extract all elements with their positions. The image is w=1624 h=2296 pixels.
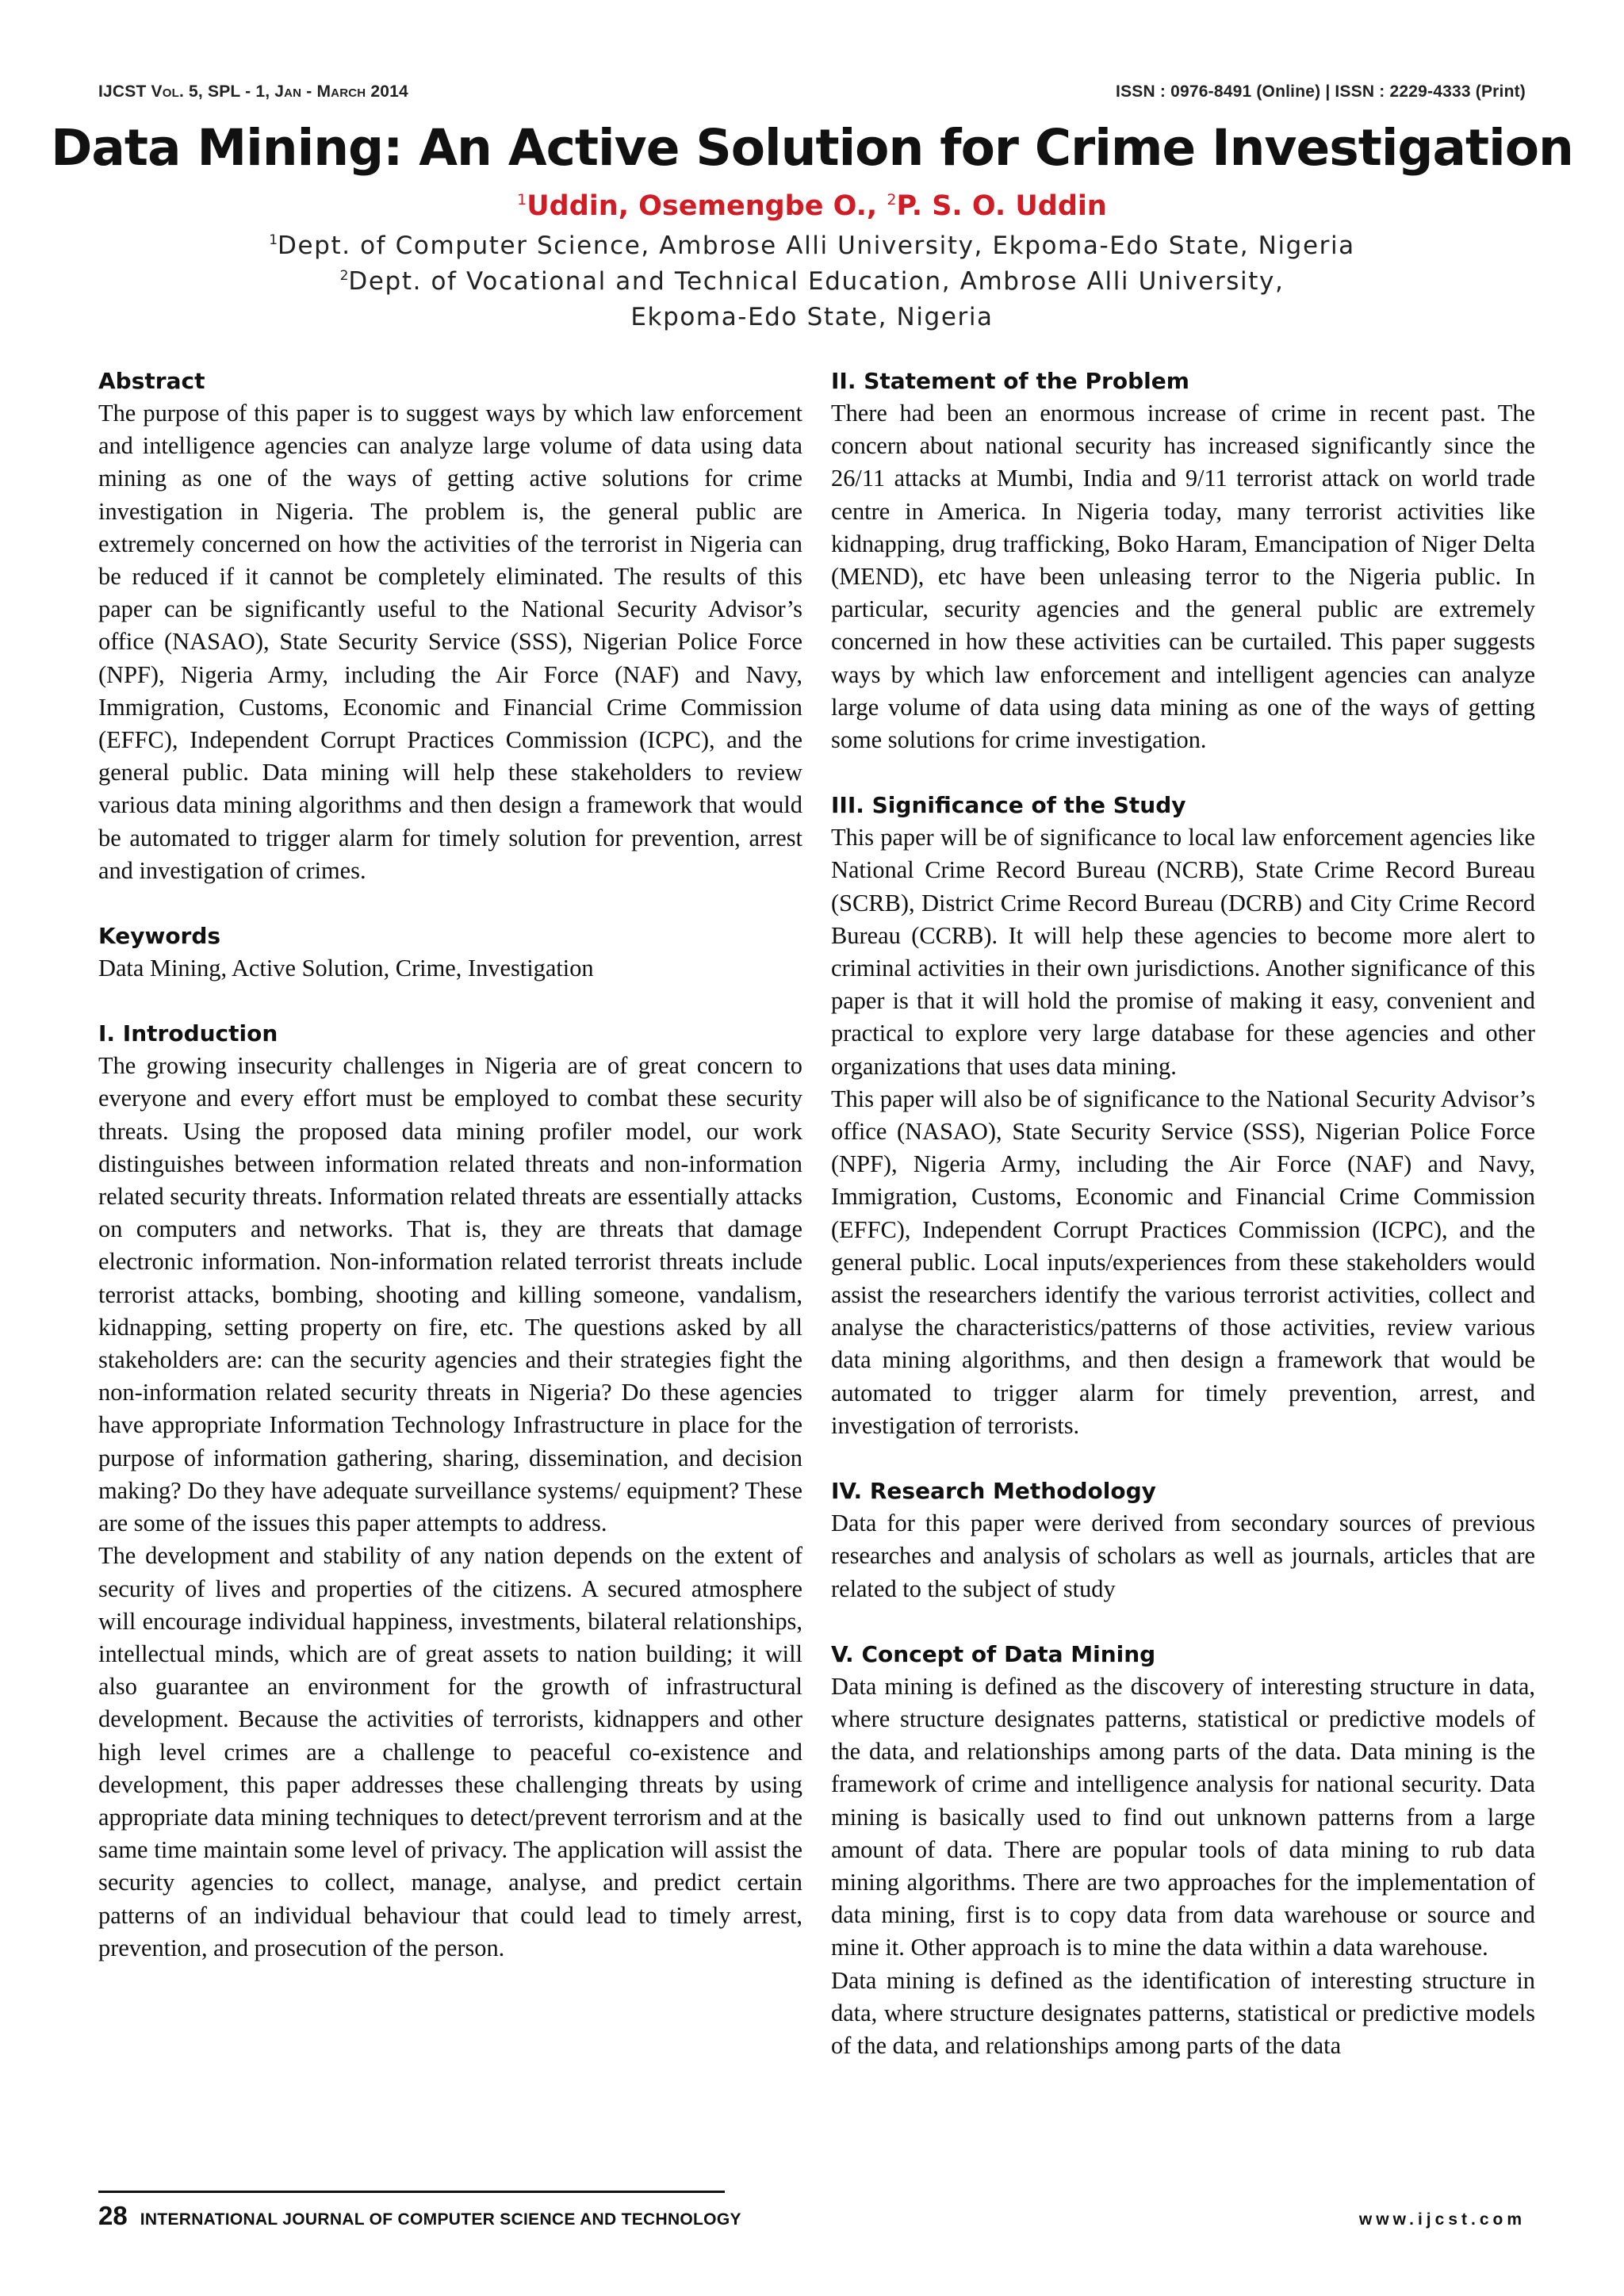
section-spacer: [98, 887, 802, 920]
concept-section: [831, 1638, 1535, 2062]
statement-text: There had been an enormous increase of crime in recent past. The concern about national security has increased significantly since the 26/11 attacks at Mumbi, India and 9/11 terrorist attack on world trade centre in America. In Nigeria today, many terrorist activities like kidnapping, drug trafficking, Boko Haram, Emancipation of Niger Delta (MEND), etc have been unleasing terror to the Nigeria public. In particular, security agencies and the general public are extremely concerned in how these activities can be curtailed. This paper suggests ways by which law enforcement and intelligent agencies can analyze large volume of data using data mining as one of the ways of getting some solutions for crime investigation.: [831, 400, 1535, 754]
journal-website: www.ijcst.com: [1358, 2210, 1526, 2229]
keywords-text: Data Mining, Active Solution, Crime, Investigation: [98, 955, 594, 982]
methodology-text: Data for this paper were derived from secondary sources of previous researches and analysis of scholars as well as journals, articles that are related to the subject of study: [831, 1510, 1535, 1602]
methodology-heading: IV. Research Methodology: [831, 1478, 1156, 1505]
abstract-heading: Abstract: [98, 368, 205, 394]
right-column: [831, 365, 1535, 2062]
affiliation-2-continued-text: Ekpoma-Edo State, Nigeria: [630, 303, 994, 331]
author-list: [0, 190, 1624, 222]
left-column: [98, 365, 802, 1965]
statement-section: [831, 365, 1535, 756]
affiliation-2-text: Dept. of Vocational and Technical Education, Ambrose Alli University,: [348, 267, 1285, 296]
author-2-name: P. S. O. Uddin: [896, 190, 1107, 222]
keywords-section: [98, 920, 802, 985]
concept-paragraph-2: Data mining is defined as the identification of interesting structure in data, where structure designates patterns, statistical or predictive models of the data, and relationships among parts of the data: [831, 1966, 1535, 2059]
abstract-section: [98, 365, 802, 887]
concept-heading: V. Concept of Data Mining: [831, 1640, 1156, 1667]
affiliation-2-mark: 2: [339, 268, 349, 284]
author-1-affiliation-mark: 1: [517, 191, 527, 209]
section-spacer: [831, 1442, 1535, 1475]
journal-name: INTERNATIONAL JOURNAL OF COMPUTER SCIENCE AND TECHNOLOGY: [140, 2210, 741, 2229]
significance-paragraph-2: This paper will also be of significance to the National Security Advisor’s office (NASAO), State Security Service (SSS), Nigerian Police Force (NPF), Nigeria Army, including the Air Force (NAF) and Navy, Immigration, Customs, Economic and Financial Crime Commission (EFFC), Independent Corrupt Practices Commission (ICPC), and the general public. Local inputs/experiences from these stakeholders would assist the researchers identify the various terrorist activities, collect and analyse the characteristics/patterns of those activities, review various data mining algorithms, and then design a framework that would be automated to trigger alarm for timely prevention, arrest, and investigation of terrorists.: [831, 1085, 1535, 1439]
methodology-section: [831, 1475, 1535, 1605]
introduction-paragraph-1: The growing insecurity challenges in Nigeria are of great concern to everyone and every effort must be employed to combat these security threats. Using the proposed data mining profiler model, our work distinguishes between information related threats and non-information related security threats. Information related threats are essentially attacks on computers and networks. That is, they are threats that damage electronic information. Non-information related terrorist threats include terrorist attacks, bombing, shooting and killing someone, vandalism, kidnapping, setting property on fire, etc. The questions asked by all stakeholders are: can the security agencies and their strategies fight the non-information related security threats in Nigeria? Do these agencies have appropriate Information Technology Infrastructure in place for the purpose of information gathering, sharing, dissemination, and decision making? Do they have adequate surveillance systems/ equipment? These are some of the issues this paper attempts to address.: [98, 1052, 802, 1537]
journal-issue-info: IJCST Vol. 5, SPL - 1, Jan - March 2014: [98, 82, 408, 101]
author-2-affiliation-mark: 2: [887, 191, 897, 209]
footer-rule: [98, 2191, 725, 2193]
introduction-paragraph-2: The development and stability of any nation depends on the extent of security of lives and properties of the citizens. A secured atmosphere will encourage individual happiness, investments, bilateral relationships, intellectual minds, which are of great assets to nation building; it will also guarantee an environment for the growth of infrastructural development. Because the activities of terrorists, kidnappers and other high level crimes are a challenge to peaceful co-existence and development, this paper addresses these challenging threats by using appropriate data mining techniques to detect/prevent terrorism and at the same time maintain some level of privacy. The application will assist the security agencies to collect, manage, analyse, and predict certain patterns of an individual behaviour that could lead to timely arrest, prevention, and prosecution of the person.: [98, 1542, 802, 1961]
significance-paragraph-1: This paper will be of significance to local law enforcement agencies like National Crime Record Bureau (NCRB), State Crime Record Bureau (SCRB), District Crime Record Bureau (DCRB) and City Crime Record Bureau (CCRB). It will help these agencies to become more alert to criminal activities in their own jurisdictions. Another significance of this paper is that it will hold the promise of making it easy, convenient and practical to explore very large database for these agencies and other organizations that uses data mining.: [831, 824, 1535, 1080]
significance-section: [831, 789, 1535, 1442]
footer-left: [98, 2201, 741, 2231]
page-footer: [98, 2201, 1526, 2231]
introduction-heading: I. Introduction: [98, 1020, 278, 1047]
section-spacer: [98, 985, 802, 1017]
statement-heading: II. Statement of the Problem: [831, 368, 1189, 394]
issn-info: ISSN : 0976-8491 (Online) | ISSN : 2229-4333 (Print): [1116, 82, 1526, 101]
affiliation-1-mark: 1: [269, 232, 278, 248]
paper-title: Data Mining: An Active Solution for Crime Investigation: [51, 119, 1573, 177]
significance-heading: III. Significance of the Study: [831, 792, 1186, 819]
keywords-heading: Keywords: [98, 923, 221, 950]
affiliation-2-continued: [0, 303, 1624, 331]
author-1-name: Uddin, Osemengbe O.,: [527, 190, 887, 222]
affiliation-1-text: Dept. of Computer Science, Ambrose Alli University, Ekpoma-Edo State, Nigeria: [278, 232, 1355, 260]
concept-paragraph-1: Data mining is defined as the discovery of interesting structure in data, where structure designates patterns, statistical or predictive models of the data, and relationships among parts of the data. Data mining is the framework of crime and intelligence analysis for national security. Data mining is basically used to find out unknown patterns from a large amount of data. There are popular tools of data mining to rub data mining algorithms. There are two approaches for the implementation of data mining, first is to copy data from data warehouse or source and mine it. Other approach is to mine the data within a data warehouse.: [831, 1672, 1535, 1961]
abstract-text: The purpose of this paper is to suggest ways by which law enforcement and intelligence agencies can analyze large volume of data using data mining as one of the ways of getting active solutions for crime investigation in Nigeria. The problem is, the general public are extremely concerned on how the activities of the terrorist in Nigeria can be reduced if it cannot be completely eliminated. The results of this paper can be significantly useful to the National Security Advisor’s office (NASAO), State Security Service (SSS), Nigerian Police Force (NPF), Nigeria Army, including the Air Force (NAF) and Navy, Immigration, Customs, Economic and Financial Crime Commission (EFFC), Independent Corrupt Practices Commission (ICPC), and the general public. Data mining will help these stakeholders to review various data mining algorithms and then design a framework that would be automated to trigger alarm for timely solution for prevention, arrest and investigation of crimes.: [98, 400, 802, 884]
page-number: 28: [98, 2201, 128, 2230]
affiliation-2: [0, 267, 1624, 296]
introduction-section: [98, 1017, 802, 1965]
section-spacer: [831, 1605, 1535, 1638]
running-header: [98, 82, 1526, 101]
section-spacer: [831, 756, 1535, 789]
affiliation-1: [0, 232, 1624, 260]
